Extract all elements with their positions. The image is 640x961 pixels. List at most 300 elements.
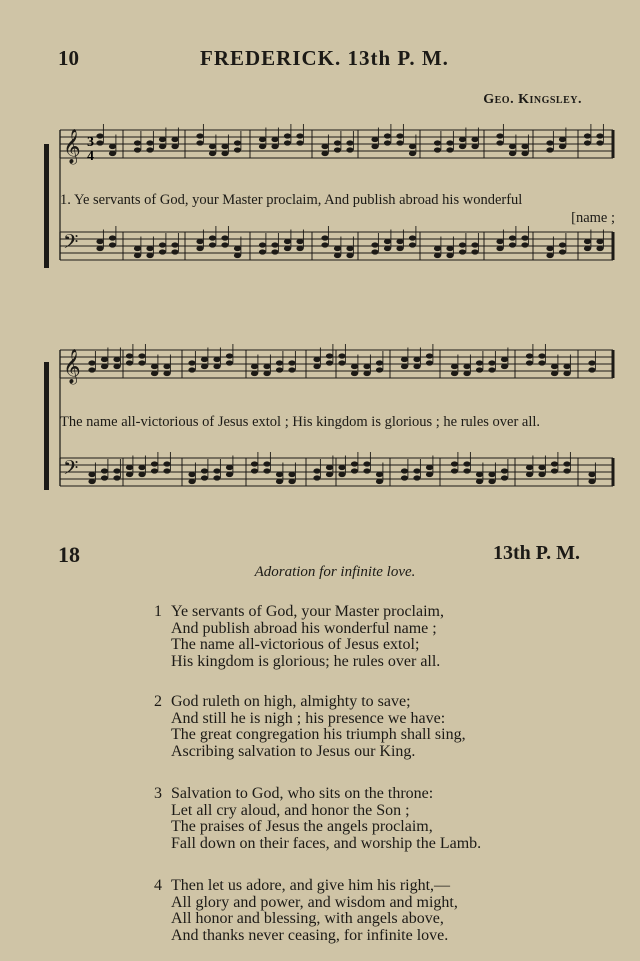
note-head xyxy=(159,249,166,254)
note-head xyxy=(326,465,333,470)
system-brace xyxy=(44,362,49,490)
note-head xyxy=(226,465,233,470)
note-head xyxy=(338,353,345,358)
note-head xyxy=(363,371,370,376)
stanza-number: 1 xyxy=(154,603,162,620)
note-head xyxy=(401,475,408,480)
note-head xyxy=(584,133,591,138)
note-head xyxy=(288,360,295,365)
note-head xyxy=(596,246,603,251)
note-head xyxy=(159,137,166,142)
note-head xyxy=(201,357,208,362)
note-head xyxy=(346,140,353,145)
note-head xyxy=(371,144,378,149)
note-head xyxy=(476,472,483,477)
stanza-line: Let all cry aloud, and honor the Son ; xyxy=(171,801,410,819)
stanza-line: And still he is nigh ; his presence we have: xyxy=(171,709,446,727)
note-head xyxy=(113,364,120,369)
note-head xyxy=(351,461,358,466)
note-head xyxy=(263,371,270,376)
note-head xyxy=(146,253,153,258)
note-head xyxy=(396,133,403,138)
note-head xyxy=(434,253,441,258)
note-head xyxy=(321,151,328,156)
note-head xyxy=(334,147,341,152)
note-head xyxy=(326,360,333,365)
note-head xyxy=(151,461,158,466)
note-head xyxy=(138,472,145,477)
note-head xyxy=(488,479,495,484)
treble-clef: 𝄞 xyxy=(63,129,81,164)
stanza-line: All glory and power, and wisdom and might, xyxy=(171,893,458,911)
note-head xyxy=(426,472,433,477)
note-head xyxy=(459,144,466,149)
note-head xyxy=(284,133,291,138)
note-head xyxy=(413,475,420,480)
note-head xyxy=(546,140,553,145)
note-head xyxy=(396,239,403,244)
note-head xyxy=(338,360,345,365)
note-head xyxy=(563,461,570,466)
page-number: 10 xyxy=(58,46,79,70)
note-head xyxy=(134,246,141,251)
note-head xyxy=(559,144,566,149)
stanza-line: And publish abroad his wonderful name ; xyxy=(171,619,437,637)
note-head xyxy=(559,242,566,247)
note-head xyxy=(384,239,391,244)
note-head xyxy=(234,253,241,258)
note-head xyxy=(451,364,458,369)
note-head xyxy=(426,465,433,470)
note-head xyxy=(521,235,528,240)
note-head xyxy=(496,133,503,138)
note-head xyxy=(488,367,495,372)
note-head xyxy=(326,353,333,358)
note-head xyxy=(509,235,516,240)
note-head xyxy=(96,133,103,138)
note-head xyxy=(259,144,266,149)
note-head xyxy=(234,147,241,152)
stanza-line: Then let us adore, and give him his right,— xyxy=(171,877,451,894)
note-head xyxy=(251,371,258,376)
stanza-line: Ascribing salvation to Jesus our King. xyxy=(171,742,416,760)
note-head xyxy=(101,468,108,473)
stanza-1 xyxy=(154,604,444,670)
note-head xyxy=(221,242,228,247)
note-head xyxy=(426,353,433,358)
stanza-line: Fall down on their faces, and worship the Lamb. xyxy=(171,834,482,852)
note-head xyxy=(213,475,220,480)
note-head xyxy=(526,465,533,470)
stanza-line: The great congregation his triumph shall sing, xyxy=(171,726,466,743)
note-head xyxy=(376,367,383,372)
note-head xyxy=(584,140,591,145)
note-head xyxy=(521,151,528,156)
note-head xyxy=(151,364,158,369)
note-head xyxy=(221,151,228,156)
stanza-line: The praises of Jesus the angels proclaim, xyxy=(171,818,433,835)
note-head xyxy=(546,147,553,152)
note-head xyxy=(263,364,270,369)
note-head xyxy=(209,151,216,156)
note-head xyxy=(159,144,166,149)
note-head xyxy=(538,360,545,365)
note-head xyxy=(463,364,470,369)
note-head xyxy=(363,364,370,369)
note-head xyxy=(463,468,470,473)
note-head xyxy=(276,479,283,484)
note-head xyxy=(371,137,378,142)
note-head xyxy=(563,468,570,473)
note-head xyxy=(151,371,158,376)
bass-clef: 𝄢 xyxy=(63,230,79,258)
note-head xyxy=(538,465,545,470)
note-head xyxy=(488,360,495,365)
note-head xyxy=(409,235,416,240)
note-head xyxy=(384,246,391,251)
note-head xyxy=(251,468,258,473)
note-head xyxy=(459,242,466,247)
note-head xyxy=(351,468,358,473)
note-head xyxy=(126,465,133,470)
note-head xyxy=(351,371,358,376)
stanza-line: Ye servants of God, your Master proclaim, xyxy=(171,603,444,620)
note-head xyxy=(401,468,408,473)
note-head xyxy=(346,147,353,152)
note-head xyxy=(346,246,353,251)
note-head xyxy=(451,461,458,466)
note-head xyxy=(401,364,408,369)
note-head xyxy=(109,235,116,240)
note-head xyxy=(596,133,603,138)
note-head xyxy=(588,479,595,484)
note-head xyxy=(588,472,595,477)
note-head xyxy=(113,475,120,480)
note-head xyxy=(163,461,170,466)
note-head xyxy=(96,140,103,145)
note-head xyxy=(251,461,258,466)
note-head xyxy=(213,364,220,369)
note-head xyxy=(109,242,116,247)
note-head xyxy=(126,360,133,365)
note-head xyxy=(413,357,420,362)
note-head xyxy=(276,472,283,477)
note-head xyxy=(476,367,483,372)
note-head xyxy=(546,246,553,251)
stanza-number: 2 xyxy=(154,693,162,710)
hymn-subtitle: Adoration for infinite love. xyxy=(254,564,416,580)
note-head xyxy=(234,140,241,145)
stanza-line: His kingdom is glorious; he rules over all. xyxy=(171,652,441,670)
note-head xyxy=(284,140,291,145)
note-head xyxy=(113,357,120,362)
note-head xyxy=(409,151,416,156)
note-head xyxy=(196,133,203,138)
note-head xyxy=(376,479,383,484)
note-head xyxy=(334,253,341,258)
note-head xyxy=(538,472,545,477)
note-head xyxy=(201,475,208,480)
note-head xyxy=(538,353,545,358)
note-head xyxy=(321,144,328,149)
note-head xyxy=(126,353,133,358)
note-head xyxy=(196,239,203,244)
note-head xyxy=(213,357,220,362)
note-head xyxy=(509,144,516,149)
note-head xyxy=(296,239,303,244)
stanza-3 xyxy=(154,786,481,852)
stanza-4 xyxy=(154,878,458,944)
note-head xyxy=(271,242,278,247)
note-head xyxy=(213,468,220,473)
note-head xyxy=(146,246,153,251)
note-head xyxy=(188,472,195,477)
note-head xyxy=(259,137,266,142)
note-head xyxy=(596,140,603,145)
note-head xyxy=(171,242,178,247)
note-head xyxy=(384,133,391,138)
note-head xyxy=(526,360,533,365)
stanza-line: The name all-victorious of Jesus extol; xyxy=(171,636,420,653)
note-head xyxy=(551,468,558,473)
tune-title: FREDERICK. 13th P. M. xyxy=(200,46,449,70)
note-head xyxy=(413,468,420,473)
note-head xyxy=(313,468,320,473)
stanza-number: 3 xyxy=(154,785,162,802)
note-head xyxy=(563,371,570,376)
stanza-line: And thanks never ceasing, for infinite love. xyxy=(171,926,449,944)
note-head xyxy=(134,147,141,152)
note-head xyxy=(488,472,495,477)
note-head xyxy=(413,364,420,369)
note-head xyxy=(346,253,353,258)
note-head xyxy=(559,137,566,142)
note-head xyxy=(321,235,328,240)
note-head xyxy=(201,364,208,369)
note-head xyxy=(171,249,178,254)
note-head xyxy=(226,360,233,365)
note-head xyxy=(396,246,403,251)
note-head xyxy=(338,465,345,470)
note-head xyxy=(109,144,116,149)
note-head xyxy=(296,246,303,251)
note-head xyxy=(471,242,478,247)
note-head xyxy=(221,235,228,240)
note-head xyxy=(201,468,208,473)
note-head xyxy=(288,472,295,477)
note-head xyxy=(476,360,483,365)
note-head xyxy=(171,144,178,149)
note-head xyxy=(296,133,303,138)
note-head xyxy=(113,468,120,473)
bass-clef: 𝄢 xyxy=(63,456,79,484)
note-head xyxy=(234,246,241,251)
note-head xyxy=(313,357,320,362)
note-head xyxy=(101,357,108,362)
note-head xyxy=(446,246,453,251)
note-head xyxy=(138,465,145,470)
note-head xyxy=(284,246,291,251)
time-signature-bottom: 4 xyxy=(87,149,94,164)
note-head xyxy=(401,357,408,362)
note-head xyxy=(321,242,328,247)
note-head xyxy=(588,360,595,365)
stanza-line: God ruleth on high, almighty to save; xyxy=(171,693,411,710)
note-head xyxy=(226,472,233,477)
note-head xyxy=(146,140,153,145)
note-head xyxy=(509,242,516,247)
note-head xyxy=(196,246,203,251)
note-head xyxy=(209,235,216,240)
note-head xyxy=(434,140,441,145)
note-head xyxy=(501,475,508,480)
note-head xyxy=(476,479,483,484)
note-head xyxy=(584,239,591,244)
note-head xyxy=(496,239,503,244)
note-head xyxy=(501,364,508,369)
note-head xyxy=(159,242,166,247)
treble-clef: 𝄞 xyxy=(63,349,81,384)
note-head xyxy=(446,147,453,152)
note-head xyxy=(334,246,341,251)
note-head xyxy=(209,144,216,149)
stanza-2 xyxy=(154,694,466,760)
note-head xyxy=(109,151,116,156)
note-head xyxy=(259,242,266,247)
note-head xyxy=(426,360,433,365)
note-head xyxy=(271,137,278,142)
note-head xyxy=(588,367,595,372)
note-head xyxy=(101,475,108,480)
note-head xyxy=(546,253,553,258)
note-head xyxy=(134,140,141,145)
note-head xyxy=(276,367,283,372)
note-head xyxy=(134,253,141,258)
note-head xyxy=(459,137,466,142)
note-head xyxy=(501,468,508,473)
note-head xyxy=(471,137,478,142)
note-head xyxy=(371,249,378,254)
note-head xyxy=(551,461,558,466)
note-head xyxy=(259,249,266,254)
note-head xyxy=(376,472,383,477)
note-head xyxy=(471,144,478,149)
note-head xyxy=(451,371,458,376)
note-head xyxy=(96,239,103,244)
note-head xyxy=(584,246,591,251)
note-head xyxy=(313,364,320,369)
note-head xyxy=(471,249,478,254)
note-head xyxy=(451,468,458,473)
stanza-line: All honor and blessing, with angels above, xyxy=(171,910,444,927)
note-head xyxy=(409,242,416,247)
composer: Geo. Kingsley. xyxy=(483,92,582,107)
note-head xyxy=(163,468,170,473)
lyric-line-1-overflow: [name ; xyxy=(571,210,615,226)
note-head xyxy=(446,140,453,145)
note-head xyxy=(276,360,283,365)
note-head xyxy=(288,479,295,484)
note-head xyxy=(521,242,528,247)
note-head xyxy=(138,353,145,358)
note-head xyxy=(163,371,170,376)
note-head xyxy=(371,242,378,247)
lyric-line-2: The name all-victorious of Jesus extol ; His kingdom is glorious ; he rules over all. xyxy=(60,414,541,430)
note-head xyxy=(551,364,558,369)
note-head xyxy=(363,468,370,473)
note-head xyxy=(409,144,416,149)
note-head xyxy=(434,246,441,251)
note-head xyxy=(326,472,333,477)
note-head xyxy=(384,140,391,145)
note-head xyxy=(334,140,341,145)
note-head xyxy=(101,364,108,369)
note-head xyxy=(296,140,303,145)
note-head xyxy=(526,472,533,477)
note-head xyxy=(288,367,295,372)
note-head xyxy=(221,144,228,149)
note-head xyxy=(88,479,95,484)
note-head xyxy=(496,246,503,251)
note-head xyxy=(263,461,270,466)
note-head xyxy=(501,357,508,362)
note-head xyxy=(209,242,216,247)
note-head xyxy=(271,249,278,254)
note-head xyxy=(126,472,133,477)
note-head xyxy=(396,140,403,145)
note-head xyxy=(163,364,170,369)
time-signature-top: 3 xyxy=(87,135,94,150)
note-head xyxy=(496,140,503,145)
note-head xyxy=(446,253,453,258)
note-head xyxy=(363,461,370,466)
hymn-number: 18 xyxy=(58,542,80,567)
note-head xyxy=(88,367,95,372)
note-head xyxy=(434,147,441,152)
note-head xyxy=(88,472,95,477)
note-head xyxy=(171,137,178,142)
note-head xyxy=(596,239,603,244)
note-head xyxy=(263,468,270,473)
note-head xyxy=(351,364,358,369)
note-head xyxy=(563,364,570,369)
note-head xyxy=(188,479,195,484)
note-head xyxy=(526,353,533,358)
note-head xyxy=(188,367,195,372)
note-head xyxy=(226,353,233,358)
note-head xyxy=(559,249,566,254)
note-head xyxy=(251,364,258,369)
note-head xyxy=(376,360,383,365)
note-head xyxy=(551,371,558,376)
system-brace xyxy=(44,144,49,268)
stanza-number: 4 xyxy=(154,877,162,894)
note-head xyxy=(88,360,95,365)
note-head xyxy=(196,140,203,145)
note-head xyxy=(459,249,466,254)
note-head xyxy=(521,144,528,149)
lyric-line-1: 1. Ye servants of God, your Master proclaim, And publish abroad his wonderful xyxy=(60,192,523,208)
note-head xyxy=(463,461,470,466)
note-head xyxy=(284,239,291,244)
note-head xyxy=(151,468,158,473)
note-head xyxy=(313,475,320,480)
note-head xyxy=(188,360,195,365)
note-head xyxy=(271,144,278,149)
hymn-meter: 13th P. M. xyxy=(492,542,580,564)
note-head xyxy=(509,151,516,156)
note-head xyxy=(463,371,470,376)
